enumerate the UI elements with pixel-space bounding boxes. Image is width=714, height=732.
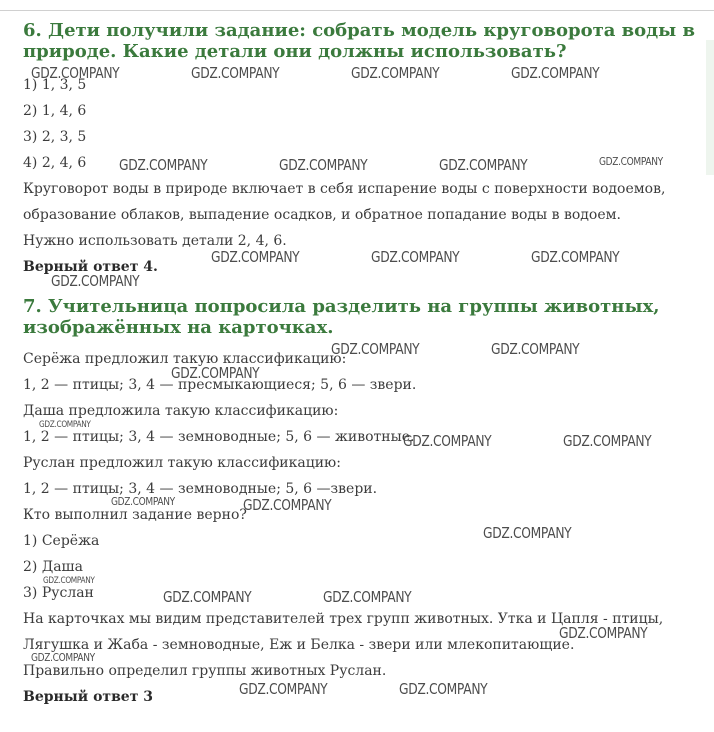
watermark: GDZ.COMPANY [351, 64, 440, 82]
task7-option-1: 1) Серёжа [23, 533, 100, 549]
task7-question: Кто выполнил задание верно? [23, 507, 247, 523]
task7-explanation-line1: На карточках мы видим представителей трех групп животных. Утка и Цапля - птицы, [23, 611, 664, 627]
watermark: GDZ.COMPANY [403, 432, 492, 450]
watermark: GDZ.COMPANY [39, 420, 91, 430]
task7-title-line1: 7. Учительница попросила разделить на группы животных, [23, 296, 660, 317]
side-panel-edge [706, 40, 714, 175]
watermark: GDZ.COMPANY [43, 576, 95, 586]
task6-option-3: 3) 2, 3, 5 [23, 129, 87, 145]
task6-explanation-line2: образование облаков, выпадение осадков, и обратное попадание воды в водоем. [23, 207, 621, 223]
task6-option-1: 1) 1, 3, 5 [23, 77, 87, 93]
watermark: GDZ.COMPANY [119, 156, 208, 174]
watermark: GDZ.COMPANY [531, 248, 620, 266]
watermark: GDZ.COMPANY [439, 156, 528, 174]
watermark: GDZ.COMPANY [599, 155, 663, 168]
top-divider [0, 10, 714, 11]
watermark: GDZ.COMPANY [491, 340, 580, 358]
watermark: GDZ.COMPANY [51, 272, 140, 290]
task7-line-3: Даша предложила такую классификацию: [23, 403, 339, 419]
watermark: GDZ.COMPANY [191, 64, 280, 82]
watermark: GDZ.COMPANY [239, 680, 328, 698]
watermark: GDZ.COMPANY [511, 64, 600, 82]
task7-line-2: 1, 2 — птицы; 3, 4 — пресмыкающиеся; 5, 6 — звери. [23, 377, 417, 393]
watermark: GDZ.COMPANY [279, 156, 368, 174]
task7-line-4: 1, 2 — птицы; 3, 4 — земноводные; 5, 6 — животные. [23, 429, 415, 445]
watermark: GDZ.COMPANY [243, 496, 332, 514]
task6-answer: Верный ответ 4. [23, 259, 158, 275]
watermark: GDZ.COMPANY [171, 364, 260, 382]
task7-line-5: Руслан предложил такую классификацию: [23, 455, 341, 471]
watermark: GDZ.COMPANY [111, 495, 175, 508]
watermark: GDZ.COMPANY [563, 432, 652, 450]
task7-answer: Верный ответ 3 [23, 689, 154, 705]
task7-line-1: Серёжа предложил такую классификацию: [23, 351, 347, 367]
watermark: GDZ.COMPANY [211, 248, 300, 266]
watermark: GDZ.COMPANY [31, 651, 95, 664]
task7-explanation-line3: Правильно определил группы животных Руслан. [23, 663, 387, 679]
watermark: GDZ.COMPANY [483, 524, 572, 542]
task6-explanation-line3: Нужно использовать детали 2, 4, 6. [23, 233, 287, 249]
task7-explanation-line2: Лягушка и Жаба - земноводные, Еж и Белка - звери или млекопитающие. [23, 637, 575, 653]
task7-title-line2: изображённых на карточках. [23, 317, 334, 338]
task6-title-line1: 6. Дети получили задание: собрать модель круговорота воды в [23, 20, 695, 41]
task6-option-4: 4) 2, 4, 6 [23, 155, 87, 171]
task6-explanation-line1: Круговорот воды в природе включает в себя испарение воды с поверхности водоемов, [23, 181, 666, 197]
watermark: GDZ.COMPANY [31, 64, 120, 82]
watermark: GDZ.COMPANY [323, 588, 412, 606]
watermark: GDZ.COMPANY [559, 624, 648, 642]
watermark: GDZ.COMPANY [331, 340, 420, 358]
task7-option-2: 2) Даша [23, 559, 83, 575]
task7-option-3: 3) Руслан [23, 585, 94, 601]
watermark: GDZ.COMPANY [163, 588, 252, 606]
watermark: GDZ.COMPANY [399, 680, 488, 698]
task6-option-2: 2) 1, 4, 6 [23, 103, 87, 119]
task6-title-line2: природе. Какие детали они должны использовать? [23, 41, 567, 62]
task7-line-6: 1, 2 — птицы; 3, 4 — земноводные; 5, 6 —звери. [23, 481, 378, 497]
watermark: GDZ.COMPANY [371, 248, 460, 266]
